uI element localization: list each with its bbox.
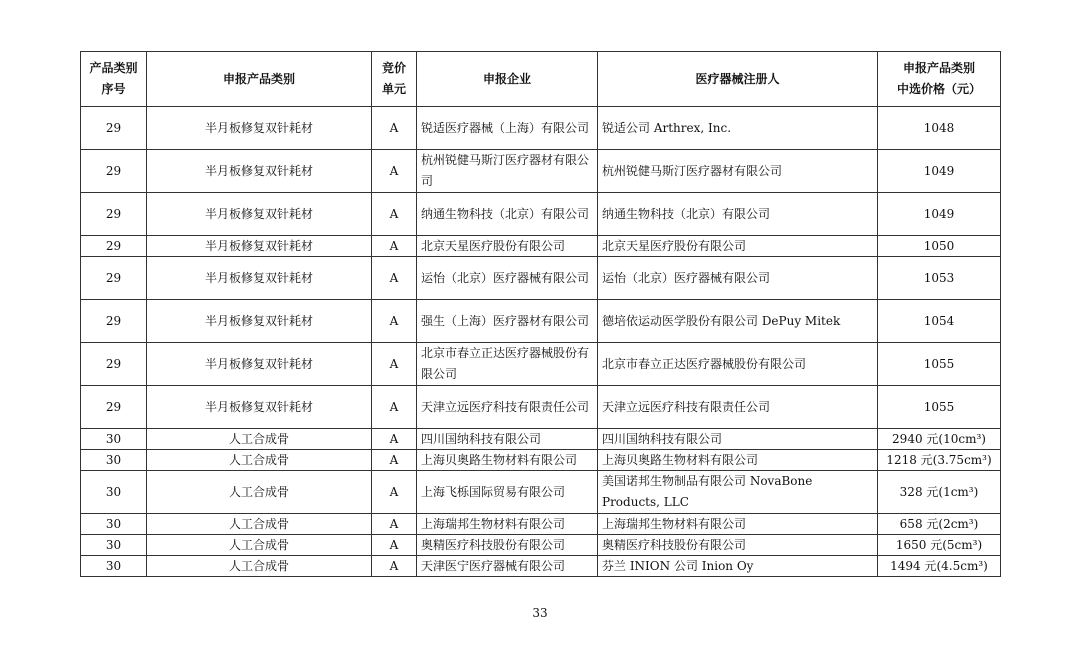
cell-seq: 29 (81, 150, 147, 193)
cell-price: 1054 (878, 300, 1001, 343)
table-row (81, 450, 1001, 471)
cell-price: 658 元(2cm³) (878, 514, 1001, 535)
cell-registrant: 上海贝奥路生物材料有限公司 (598, 450, 878, 471)
table-row (81, 514, 1001, 535)
cell-unit: A (372, 429, 417, 450)
cell-unit: A (372, 471, 417, 514)
cell-company: 上海贝奥路生物材料有限公司 (417, 450, 598, 471)
table-row (81, 386, 1001, 429)
cell-category: 人工合成骨 (147, 471, 372, 514)
cell-seq: 29 (81, 300, 147, 343)
table-row (81, 236, 1001, 257)
cell-company: 上海瑞邦生物材料有限公司 (417, 514, 598, 535)
header-seq-line2: 序号 (101, 82, 126, 96)
cell-registrant: 奥精医疗科技股份有限公司 (598, 535, 878, 556)
header-price-line2: 中选价格（元） (896, 82, 981, 96)
cell-seq: 29 (81, 343, 147, 386)
header-category: 申报产品类别 (147, 52, 372, 107)
cell-unit: A (372, 535, 417, 556)
cell-category: 半月板修复双针耗材 (147, 193, 372, 236)
cell-seq: 29 (81, 236, 147, 257)
cell-price: 1055 (878, 386, 1001, 429)
header-unit-line1: 竞价 (381, 61, 406, 75)
cell-seq: 30 (81, 471, 147, 514)
table-row (81, 193, 1001, 236)
table-row (81, 471, 1001, 514)
cell-company: 天津立远医疗科技有限责任公司 (417, 386, 598, 429)
cell-price: 1055 (878, 343, 1001, 386)
cell-category: 人工合成骨 (147, 514, 372, 535)
cell-registrant: 美国诺邦生物制品有限公司 NovaBone Products, LLC (598, 471, 878, 514)
cell-price: 1053 (878, 257, 1001, 300)
cell-category: 半月板修复双针耗材 (147, 107, 372, 150)
cell-registrant: 纳通生物科技（北京）有限公司 (598, 193, 878, 236)
cell-company: 纳通生物科技（北京）有限公司 (417, 193, 598, 236)
header-unit (372, 52, 417, 107)
cell-unit: A (372, 107, 417, 150)
cell-price: 328 元(1cm³) (878, 471, 1001, 514)
cell-unit: A (372, 257, 417, 300)
table-row (81, 556, 1001, 577)
cell-company: 四川国纳科技有限公司 (417, 429, 598, 450)
cell-category: 人工合成骨 (147, 429, 372, 450)
cell-seq: 29 (81, 257, 147, 300)
cell-price: 2940 元(10cm³) (878, 429, 1001, 450)
header-company: 申报企业 (417, 52, 598, 107)
cell-price: 1048 (878, 107, 1001, 150)
cell-seq: 30 (81, 514, 147, 535)
cell-price: 1494 元(4.5cm³) (878, 556, 1001, 577)
header-registrant: 医疗器械注册人 (598, 52, 878, 107)
cell-unit: A (372, 514, 417, 535)
cell-company: 强生（上海）医疗器材有限公司 (417, 300, 598, 343)
cell-registrant: 上海瑞邦生物材料有限公司 (598, 514, 878, 535)
cell-category: 半月板修复双针耗材 (147, 236, 372, 257)
cell-unit: A (372, 386, 417, 429)
cell-seq: 30 (81, 450, 147, 471)
table-row (81, 107, 1001, 150)
cell-unit: A (372, 343, 417, 386)
cell-registrant: 北京市春立正达医疗器械股份有限公司 (598, 343, 878, 386)
cell-registrant: 芬兰 INION 公司 Inion Oy (598, 556, 878, 577)
page-number: 33 (532, 606, 548, 620)
cell-company: 锐适医疗器械（上海）有限公司 (417, 107, 598, 150)
cell-seq: 29 (81, 386, 147, 429)
table-row (81, 429, 1001, 450)
cell-company: 奥精医疗科技股份有限公司 (417, 535, 598, 556)
cell-company: 北京天星医疗股份有限公司 (417, 236, 598, 257)
price-table (80, 51, 1001, 577)
cell-registrant: 德培依运动医学股份有限公司 DePuy Mitek (598, 300, 878, 343)
header-price-line1: 申报产品类别 (902, 61, 975, 75)
cell-registrant: 运怡（北京）医疗器械有限公司 (598, 257, 878, 300)
cell-company: 天津医宁医疗器械有限公司 (417, 556, 598, 577)
table-row (81, 150, 1001, 193)
cell-price: 1218 元(3.75cm³) (878, 450, 1001, 471)
cell-category: 人工合成骨 (147, 450, 372, 471)
cell-company: 运怡（北京）医疗器械有限公司 (417, 257, 598, 300)
cell-price: 1049 (878, 150, 1001, 193)
header-seq-line1: 产品类别 (89, 61, 138, 75)
header-seq (81, 52, 147, 107)
table-row (81, 257, 1001, 300)
cell-seq: 30 (81, 429, 147, 450)
cell-unit: A (372, 236, 417, 257)
cell-unit: A (372, 450, 417, 471)
cell-unit: A (372, 193, 417, 236)
cell-unit: A (372, 150, 417, 193)
cell-category: 人工合成骨 (147, 556, 372, 577)
cell-category: 半月板修复双针耗材 (147, 386, 372, 429)
cell-registrant: 北京天星医疗股份有限公司 (598, 236, 878, 257)
cell-category: 半月板修复双针耗材 (147, 300, 372, 343)
cell-seq: 29 (81, 193, 147, 236)
cell-price: 1050 (878, 236, 1001, 257)
header-price (878, 52, 1001, 107)
cell-category: 人工合成骨 (147, 535, 372, 556)
cell-seq: 29 (81, 107, 147, 150)
cell-registrant: 杭州锐健马斯汀医疗器材有限公司 (598, 150, 878, 193)
cell-category: 半月板修复双针耗材 (147, 150, 372, 193)
cell-company: 上海飞栎国际贸易有限公司 (417, 471, 598, 514)
cell-company: 北京市春立正达医疗器械股份有限公司 (417, 343, 598, 386)
cell-category: 半月板修复双针耗材 (147, 343, 372, 386)
cell-unit: A (372, 300, 417, 343)
table-row (81, 343, 1001, 386)
header-row (81, 52, 1001, 107)
cell-registrant: 天津立远医疗科技有限责任公司 (598, 386, 878, 429)
cell-price: 1049 (878, 193, 1001, 236)
cell-unit: A (372, 556, 417, 577)
cell-company: 杭州锐健马斯汀医疗器材有限公司 (417, 150, 598, 193)
table-row (81, 535, 1001, 556)
cell-price: 1650 元(5cm³) (878, 535, 1001, 556)
cell-seq: 30 (81, 535, 147, 556)
cell-registrant: 四川国纳科技有限公司 (598, 429, 878, 450)
cell-category: 半月板修复双针耗材 (147, 257, 372, 300)
cell-seq: 30 (81, 556, 147, 577)
header-unit-line2: 单元 (381, 82, 406, 96)
cell-registrant: 锐适公司 Arthrex, Inc. (598, 107, 878, 150)
table-row (81, 300, 1001, 343)
